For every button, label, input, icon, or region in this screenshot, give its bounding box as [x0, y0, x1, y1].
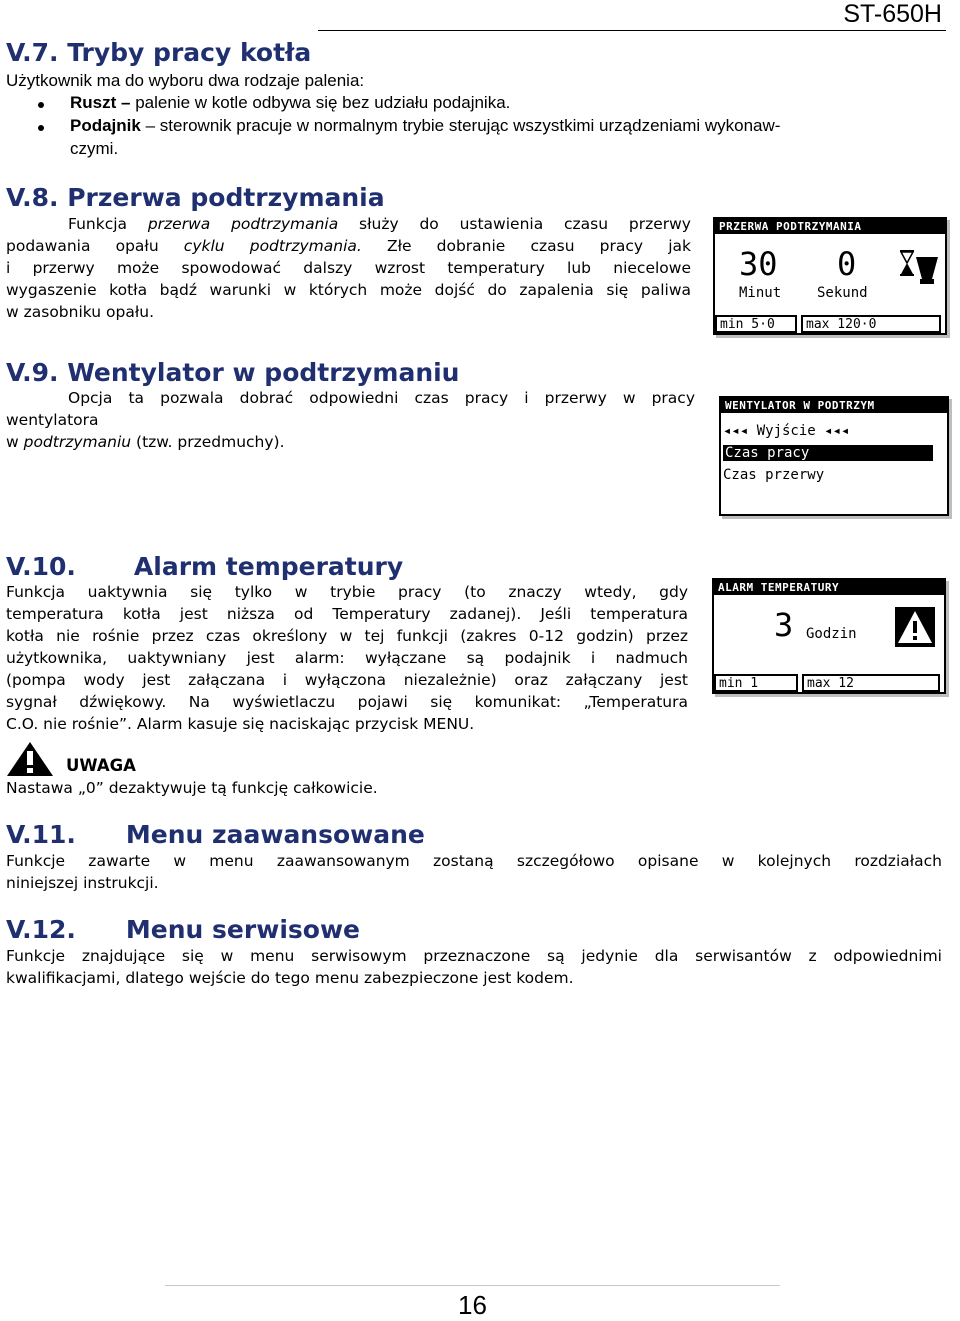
- v10-paragraph-line: sygnał dźwiękowy. Na wyświetlaczu pojawi się komunikat: „Temperatura: [6, 693, 688, 711]
- footer-rule: [165, 1285, 780, 1286]
- lcd-max-box: max 12: [802, 674, 940, 692]
- v7-item-text: – sterownik pracuje w normalnym trybie sterując wszystkimi urządzeniami wykonaw-: [140, 116, 781, 135]
- section-heading-v9: V.9. Wentylator w podtrzymaniu: [6, 358, 460, 387]
- lcd-menu-item-czas-przerwy: Czas przerwy: [723, 467, 825, 483]
- v7-item-continuation: czymi.: [70, 139, 119, 158]
- section-heading-v7: V.7. Tryby pracy kotła: [6, 38, 312, 67]
- v11-paragraph-line: Funkcje zawarte w menu zaawansowanym zostaną szczegółowo opisane w kolejnych rozdziałach: [6, 852, 942, 870]
- lcd-screen-przerwa: [713, 217, 947, 335]
- heading-number: V.12.: [6, 915, 76, 944]
- heading-text: Alarm temperatury: [133, 552, 404, 581]
- v10-paragraph-line: C.O. nie rośnie”. Alarm kasuje się naciskając przycisk MENU.: [6, 715, 475, 733]
- v8-paragraph-line: wygaszenie kotła bądź warunki w których może dojść do zapalenia się paliwa: [6, 281, 691, 299]
- v9-paragraph-line: Opcja ta pozwala dobrać odpowiedni czas pracy i przerwy w pracy: [68, 389, 695, 407]
- hourglass-feeder-icon: [898, 249, 940, 291]
- v12-paragraph-line: Funkcje znajdujące się w menu serwisowym przeznaczone są jedynie dla serwisantów z odpowiednimi: [6, 947, 942, 965]
- warning-icon: [6, 741, 54, 777]
- v10-paragraph-line: temperatura kotła jest niższa od Temperatury zadanej). Jeśli temperatura: [6, 605, 688, 623]
- v10-paragraph-line: Funkcja uaktywnia się tylko w trybie pracy (to znaczy wtedy, gdy: [6, 583, 688, 601]
- v9-paragraph-line: [6, 432, 285, 454]
- lcd-unit-hours: Godzin: [806, 626, 857, 642]
- lcd-menu-item-exit: ◂◂◂ Wyjście ◂◂◂: [723, 423, 850, 439]
- lcd-min-box: min 5·0: [715, 315, 797, 333]
- v7-item-term: Podajnik: [70, 116, 141, 135]
- page-number: 16: [458, 1290, 487, 1320]
- v9-paragraph-line: wentylatora: [6, 411, 99, 429]
- v7-item-ruszt: [70, 91, 510, 114]
- lcd-value-hours: 3: [774, 606, 794, 644]
- lcd-max-box: max 120·0: [801, 315, 941, 333]
- v11-paragraph-line: niniejszej instrukcji.: [6, 874, 159, 892]
- text-run: w: [6, 433, 24, 451]
- header-rule: [318, 30, 946, 31]
- bullet: [38, 125, 44, 131]
- lcd-unit-seconds: Sekund: [817, 285, 868, 301]
- text-run: podawania opału: [6, 237, 184, 255]
- v10-paragraph-line: (pompa wody jest załączana i wyłączona niezależnie) oraz załączany jest: [6, 671, 688, 689]
- v10-paragraph-line: użytkownika, uaktywniany jest alarm: wyłączane są podajnik i nadmuch: [6, 649, 688, 667]
- heading-number: V.11.: [6, 820, 76, 849]
- v8-paragraph-line: [68, 214, 691, 236]
- heading-number: V.10.: [6, 552, 76, 581]
- lcd-menu-item-czas-pracy: Czas pracy: [723, 445, 933, 461]
- text-run: (tzw. przedmuchy).: [131, 433, 285, 451]
- v7-item-text: palenie w kotle odbywa się bez udziału podajnika.: [130, 93, 511, 112]
- text-run: służy do ustawienia czasu przerwy: [338, 215, 691, 233]
- section-heading-v8: V.8. Przerwa podtrzymania: [6, 183, 385, 212]
- emphasis: przerwa podtrzymania: [147, 215, 339, 233]
- warning-label: UWAGA: [66, 756, 136, 775]
- v7-item-podajnik: [70, 114, 780, 137]
- warning-text: Nastawa „0” dezaktywuje tą funkcję całkowicie.: [6, 779, 378, 797]
- warning-triangle-icon: [894, 606, 936, 648]
- lcd-value-seconds: 0: [837, 245, 857, 283]
- lcd-unit-minutes: Minut: [739, 285, 782, 301]
- text-run: Funkcja: [68, 215, 148, 233]
- text-run: Złe dobranie czasu pracy jak: [361, 237, 691, 255]
- document-model: ST-650H: [843, 0, 942, 28]
- emphasis: podtrzymaniu: [23, 433, 132, 451]
- section-heading-v12: [6, 915, 360, 944]
- lcd-screen-wentylator: [719, 396, 949, 516]
- v7-item-term: Ruszt –: [70, 93, 131, 112]
- lcd-screen-alarm: [712, 578, 946, 694]
- section-heading-v10: [6, 552, 403, 581]
- emphasis: cyklu podtrzymania.: [183, 237, 362, 255]
- lcd-title: PRZERWA PODTRZYMANIA: [715, 219, 945, 234]
- lcd-value-minutes: 30: [739, 245, 778, 283]
- section-heading-v11: [6, 820, 425, 849]
- v8-paragraph-line: i przerwy może spowodować dalszy wzrost temperatury lub niecelowe: [6, 259, 691, 277]
- lcd-title: ALARM TEMPERATURY: [714, 580, 944, 595]
- v8-paragraph-line: [6, 236, 691, 258]
- v7-intro: Użytkownik ma do wyboru dwa rodzaje palenia:: [6, 71, 365, 90]
- v8-paragraph-line: w zasobniku opału.: [6, 303, 154, 321]
- heading-text: Menu zaawansowane: [125, 820, 425, 849]
- bullet: [38, 102, 44, 108]
- lcd-title: WENTYLATOR W PODTRZYM: [721, 398, 947, 413]
- v10-paragraph-line: kotła nie rośnie przez czas określony w tej funkcji (zakres 0-12 godzin) przez: [6, 627, 688, 645]
- lcd-min-box: min 1: [714, 674, 798, 692]
- v12-paragraph-line: kwalifikacjami, dlatego wejście do tego menu zabezpieczone jest kodem.: [6, 969, 574, 987]
- heading-text: Menu serwisowe: [125, 915, 360, 944]
